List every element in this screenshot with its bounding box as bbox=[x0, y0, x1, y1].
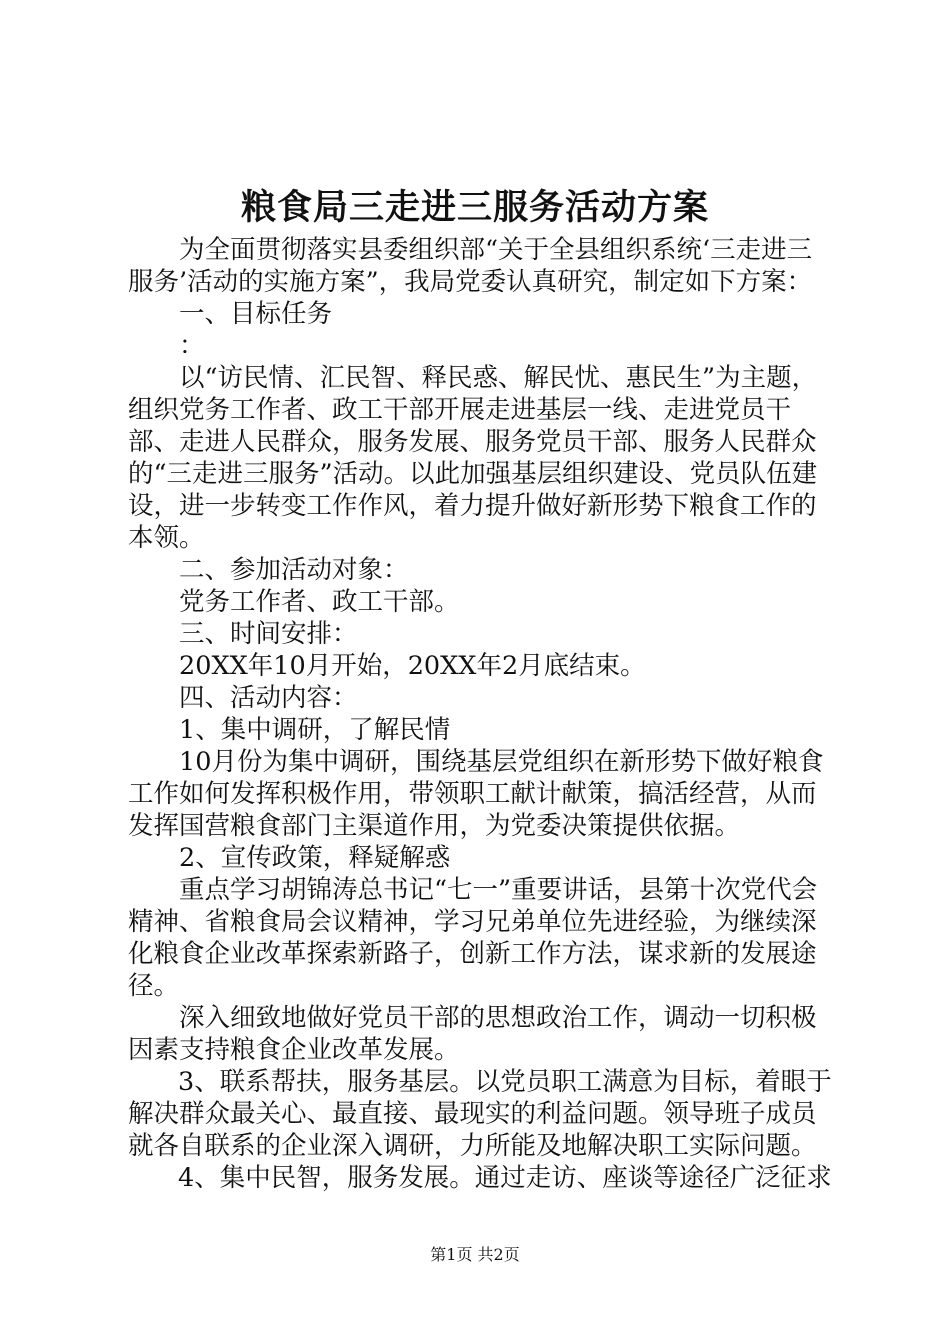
paragraph-research: 10月份为集中调研，围绕基层党组织在新形势下做好粮食工作如何发挥积极作用，带领职工献计献策，搞活经营，从而发挥国营粮食部门主渠道作用，为党委决策提供依据。 bbox=[128, 747, 824, 841]
paragraph-goals: 以“访民情、汇民智、释民惑、解民忧、惠民生”为主题，组织党务工作者、政工干部开展走进基层一线、走进党员干部、走进人民群众，服务发展、服务党员干部、服务人民群众的“三走进三服务”活动。以此加强基层组织建设、党员队伍建设，进一步转变工作作风，着力提升做好新形势下粮食工作的本领。 bbox=[128, 363, 818, 553]
document-title: 粮食局三走进三服务活动方案 bbox=[240, 187, 709, 228]
paragraph-participants: 党务工作者、政工干部。 bbox=[179, 587, 460, 617]
heading-schedule: 三、时间安排： bbox=[179, 619, 358, 649]
page-footer: 第1页 共2页 bbox=[430, 1245, 520, 1264]
heading-goals: 一、目标任务 bbox=[179, 299, 333, 329]
paragraph-colon: ： bbox=[179, 331, 205, 361]
paragraph-intro: 为全面贯彻落实县委组织部“关于全县组织系统‘三走进三服务’活动的实施方案”，我局党委认真研究，制定如下方案： bbox=[128, 235, 813, 297]
heading-content: 四、活动内容： bbox=[179, 683, 358, 713]
paragraph-support: 3、联系帮扶，服务基层。以党员职工满意为目标，着眼于解决群众最关心、最直接、最现实的利益问题。领导班子成员就各自联系的企业深入调研，力所能及地解决职工实际问题。 bbox=[128, 1067, 832, 1161]
heading-participants: 二、参加活动对象： bbox=[179, 555, 409, 585]
subheading-policy: 2、宣传政策，释疑解惑 bbox=[179, 843, 451, 873]
subheading-research: 1、集中调研，了解民情 bbox=[179, 715, 451, 745]
paragraph-wisdom: 4、集中民智，服务发展。通过走访、座谈等途径广泛征求 bbox=[178, 1163, 832, 1193]
paragraph-policy: 重点学习胡锦涛总书记“七一”重要讲话，县第十次党代会精神、省粮食局会议精神，学习兄弟单位先进经验，为继续深化粮食企业改革探索新路子，创新工作方法，谋求新的发展途径。 bbox=[128, 875, 818, 1001]
document-body bbox=[128, 234, 834, 1194]
paragraph-political-work: 深入细致地做好党员干部的思想政治工作，调动一切积极因素支持粮食企业改革发展。 bbox=[128, 1003, 817, 1065]
paragraph-schedule: 20XX年10月开始，20XX年2月底结束。 bbox=[179, 651, 646, 681]
